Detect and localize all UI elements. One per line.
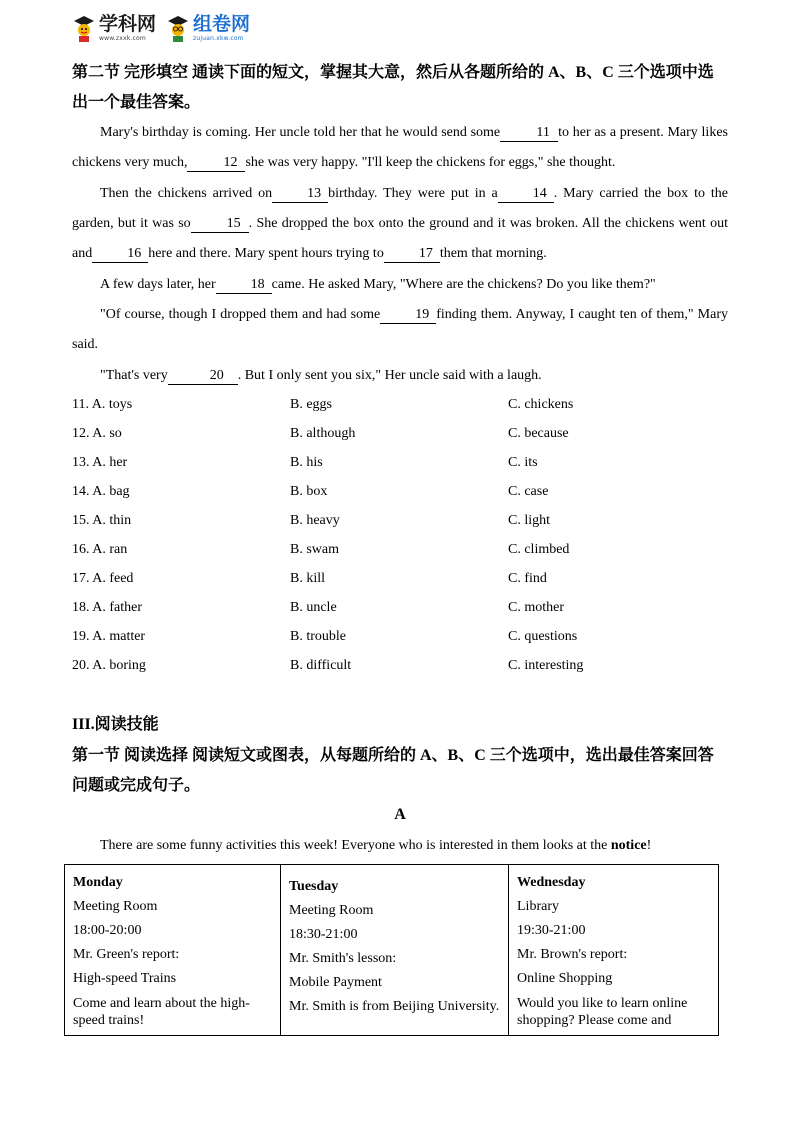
day-label: Tuesday xyxy=(289,879,339,894)
event: Mr. Smith's lesson: xyxy=(289,951,397,966)
option-c: C. questions xyxy=(508,629,578,644)
blank-16: 16 xyxy=(92,246,148,263)
cloze-text: birthday. They were put in a xyxy=(328,186,498,201)
scholar-mascot-icon xyxy=(72,13,96,43)
notice-table xyxy=(64,864,719,1036)
day-label: Wednesday xyxy=(517,875,586,890)
cloze-text: came. He asked Mary, "Where are the chickens? Do you like them?" xyxy=(271,277,656,292)
option-row-19 xyxy=(72,627,728,647)
option-a: 12. A. so xyxy=(72,426,122,441)
part3-heading: III.阅读技能 xyxy=(72,716,159,733)
cloze-text: . She dropped the box onto the ground and it was broken. All the chickens went out and xyxy=(72,216,728,261)
intro-bold: notice xyxy=(610,838,647,853)
blank-20: 20 xyxy=(168,368,238,385)
cloze-text: them that morning. xyxy=(439,246,547,261)
cloze-paragraph-3 xyxy=(72,270,728,300)
cloze-text: . Mary carried the box to the garden, but it was so xyxy=(72,186,729,231)
zxxk-logo xyxy=(72,13,156,43)
option-row-13 xyxy=(72,453,728,473)
cloze-paragraph-4 xyxy=(72,300,728,360)
option-a: 20. A. boring xyxy=(72,658,146,673)
option-b: B. eggs xyxy=(290,397,332,412)
cloze-text: Then the chickens arrived on xyxy=(100,186,273,201)
zxxk-logo-url: www.zxxk.com xyxy=(99,34,146,42)
time: 18:00-20:00 xyxy=(73,923,142,938)
option-a: 19. A. matter xyxy=(72,629,146,644)
event: Mr. Brown's report: xyxy=(517,947,628,962)
cloze-text: finding them. Anyway, I caught ten of them," Mary said. xyxy=(72,307,728,352)
section2-title-line1: 第二节 完形填空 通读下面的短文，掌握其大意，然后从各题所给的 A、B、C 三个选项中选 xyxy=(72,64,714,81)
topic: Online Shopping xyxy=(517,971,613,986)
cloze-paragraph-5 xyxy=(72,361,728,391)
option-c: C. interesting xyxy=(508,658,584,673)
cloze-text: . But I only sent you six," Her uncle said with a laugh. xyxy=(237,368,542,383)
blank-18: 18 xyxy=(216,277,272,294)
option-a: 17. A. feed xyxy=(72,571,134,586)
zxxk-logo-name: 学科网 xyxy=(99,12,157,35)
option-b: B. uncle xyxy=(290,600,337,615)
cloze-text: to her as a present. Mary likes chickens very much, xyxy=(72,125,728,170)
section2-title xyxy=(72,58,728,118)
topic: Mobile Payment xyxy=(289,975,382,990)
option-c: C. because xyxy=(508,426,569,441)
option-row-14 xyxy=(72,482,728,502)
option-c: C. chickens xyxy=(508,397,574,412)
cloze-text: she was very happy. "I'll keep the chickens for eggs," she thought. xyxy=(245,155,616,170)
zujuan-logo-url: zujuan.xkw.com xyxy=(193,34,244,42)
cloze-text: here and there. Mary spent hours trying to xyxy=(148,246,384,261)
option-c: C. mother xyxy=(508,600,564,615)
option-c: C. its xyxy=(508,455,538,470)
option-b: B. difficult xyxy=(290,658,352,673)
option-c: C. light xyxy=(508,513,551,528)
option-b: B. box xyxy=(290,484,328,499)
cloze-text: Mary's birthday is coming. Her uncle told her that he would send some xyxy=(100,125,501,140)
option-row-12 xyxy=(72,424,728,444)
part3-title xyxy=(72,741,728,801)
option-c: C. climbed xyxy=(508,542,570,557)
note: Would you like to learn online shopping? Please come and xyxy=(517,996,688,1028)
option-c: C. find xyxy=(508,571,547,586)
note: Mr. Smith is from Beijing University. xyxy=(289,999,500,1014)
cloze-paragraph-2 xyxy=(72,179,728,269)
part3-title-line1: 第一节 阅读选择 阅读短文或图表，从每题所给的 A、B、C 三个选项中，选出最佳答案回答 xyxy=(72,747,714,764)
option-a: 18. A. father xyxy=(72,600,142,615)
option-row-11 xyxy=(72,395,728,415)
notice-cell-tuesday xyxy=(281,865,509,1036)
option-row-20 xyxy=(72,656,728,676)
note: Come and learn about the high-speed trains! xyxy=(73,996,250,1028)
blank-14: 14 xyxy=(498,186,554,203)
zujuan-logo xyxy=(166,13,250,43)
blank-15: 15 xyxy=(191,216,249,233)
place: Library xyxy=(517,899,559,914)
option-a: 16. A. ran xyxy=(72,542,128,557)
option-a: 13. A. her xyxy=(72,455,128,470)
time: 18:30-21:00 xyxy=(289,927,358,942)
passage-intro xyxy=(72,831,728,861)
blank-13: 13 xyxy=(272,186,328,203)
option-a: 11. A. toys xyxy=(72,397,133,412)
option-b: B. heavy xyxy=(290,513,340,528)
cloze-text: "Of course, though I dropped them and had some xyxy=(100,307,381,322)
event: Mr. Green's report: xyxy=(73,947,180,962)
cloze-text: A few days later, her xyxy=(100,277,216,292)
passage-letter: A xyxy=(394,806,406,823)
part3-title-line2: 问题或完成句子。 xyxy=(72,777,201,794)
option-row-15 xyxy=(72,511,728,531)
header-logos xyxy=(72,8,250,48)
place: Meeting Room xyxy=(73,899,158,914)
notice-cell-monday xyxy=(65,865,281,1036)
time: 19:30-21:00 xyxy=(517,923,586,938)
cloze-text: "That's very xyxy=(100,368,168,383)
option-a: 14. A. bag xyxy=(72,484,130,499)
place: Meeting Room xyxy=(289,903,374,918)
cloze-paragraph-1 xyxy=(72,118,728,178)
notice-cell-wednesday xyxy=(509,865,719,1036)
blank-12: 12 xyxy=(187,155,245,172)
day-label: Monday xyxy=(73,875,123,890)
section2-title-line2: 出一个最佳答案。 xyxy=(72,94,201,111)
intro-end: ! xyxy=(646,838,652,853)
option-c: C. case xyxy=(508,484,549,499)
blank-19: 19 xyxy=(380,307,436,324)
scholar-mascot-icon xyxy=(166,13,190,43)
option-a: 15. A. thin xyxy=(72,513,132,528)
blank-17: 17 xyxy=(384,246,440,263)
topic: High-speed Trains xyxy=(73,971,177,986)
option-b: B. his xyxy=(290,455,323,470)
option-row-16 xyxy=(72,540,728,560)
zujuan-logo-name: 组卷网 xyxy=(193,12,251,35)
option-b: B. trouble xyxy=(290,629,346,644)
option-row-17 xyxy=(72,569,728,589)
option-b: B. swam xyxy=(290,542,339,557)
blank-11: 11 xyxy=(500,125,558,142)
option-b: B. kill xyxy=(290,571,326,586)
table-row xyxy=(65,865,719,1036)
intro-text: There are some funny activities this week! Everyone who is interested in them looks at the xyxy=(100,838,608,853)
option-b: B. although xyxy=(290,426,356,441)
option-row-18 xyxy=(72,598,728,618)
